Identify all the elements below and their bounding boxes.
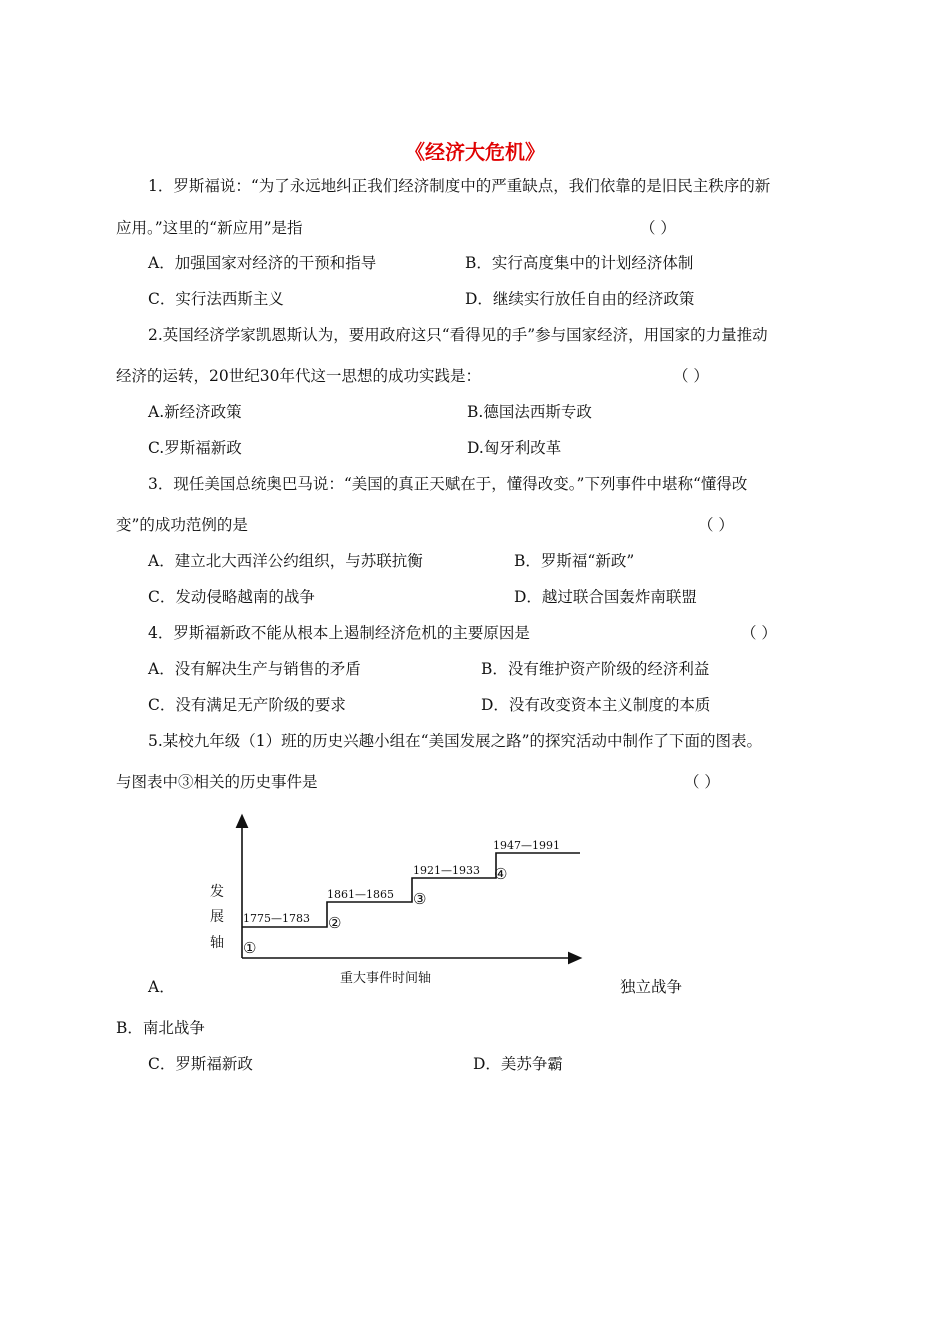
answer-blank-4: （ ） xyxy=(741,624,777,642)
answer-blank-3: （ ） xyxy=(698,516,734,534)
question-1-line-2: 应用。”这里的“新应用”是指 xyxy=(116,219,303,237)
period-label-2: 1861—1865 xyxy=(327,888,394,901)
option-1a: A．加强国家对经济的干预和指导 xyxy=(148,254,377,272)
question-5-line-2: 与图表中③相关的历史事件是 xyxy=(116,773,318,791)
answer-blank-1: （ ） xyxy=(640,219,676,237)
option-4c: C．没有满足无产阶级的要求 xyxy=(148,696,346,714)
option-3b: B．罗斯福“新政” xyxy=(514,552,635,570)
option-1c: C．实行法西斯主义 xyxy=(148,290,284,308)
option-3c: C．发动侵略越南的战争 xyxy=(148,588,315,606)
development-diagram xyxy=(200,810,600,990)
question-5-line-1: 5.某校九年级（1）班的历史兴趣小组在“美国发展之路”的探究活动中制作了下面的图表。 xyxy=(148,732,763,750)
option-2a: A.新经济政策 xyxy=(148,403,242,421)
question-3-line-1: 3．现任美国总统奥巴马说：“美国的真正天赋在于，懂得改变。”下列事件中堪称“懂得改 xyxy=(148,475,748,493)
period-label-4: 1947—1991 xyxy=(493,839,560,852)
answer-blank-5: （ ） xyxy=(684,773,720,791)
period-label-3: 1921—1933 xyxy=(413,864,480,877)
question-2-line-1: 2.英国经济学家凯恩斯认为，要用政府这只“看得见的手”参与国家经济，用国家的力量推动 xyxy=(148,326,768,344)
option-1b: B．实行高度集中的计划经济体制 xyxy=(465,254,694,272)
option-2d: D.匈牙利改革 xyxy=(467,439,562,457)
page-title: 《经济大危机》 xyxy=(405,140,545,164)
option-5d: D．美苏争霸 xyxy=(473,1055,563,1073)
marker-2: ② xyxy=(328,914,342,932)
option-3a: A．建立北大西洋公约组织，与苏联抗衡 xyxy=(148,552,423,570)
answer-blank-2: （ ） xyxy=(673,367,709,385)
y-label-3: 轴 xyxy=(210,935,224,951)
option-5c: C．罗斯福新政 xyxy=(148,1055,253,1073)
option-4d: D．没有改变资本主义制度的本质 xyxy=(481,696,711,714)
x-label: 重大事件时间轴 xyxy=(340,971,432,986)
option-5a-text: 独立战争 xyxy=(620,978,683,996)
y-label-1: 发 xyxy=(210,884,224,900)
marker-1: ① xyxy=(243,939,257,957)
option-5a: A． xyxy=(148,978,175,996)
question-2-line-2: 经济的运转，20世纪30年代这一思想的成功实践是： xyxy=(116,367,481,385)
option-4b: B．没有维护资产阶级的经济利益 xyxy=(481,660,710,678)
period-label-1: 1775—1783 xyxy=(243,912,310,925)
marker-3: ③ xyxy=(413,890,427,908)
question-1-line-1: 1．罗斯福说：“为了永远地纠正我们经济制度中的严重缺点，我们依靠的是旧民主秩序的新 xyxy=(148,177,771,195)
option-3d: D．越过联合国轰炸南联盟 xyxy=(514,588,697,606)
option-4a: A．没有解决生产与销售的矛盾 xyxy=(148,660,361,678)
marker-4: ④ xyxy=(494,865,508,883)
question-3-line-2: 变”的成功范例的是 xyxy=(116,516,248,534)
option-2c: C.罗斯福新政 xyxy=(148,439,242,457)
option-1d: D．继续实行放任自由的经济政策 xyxy=(465,290,695,308)
option-5b: B．南北战争 xyxy=(116,1019,205,1037)
y-label-2: 展 xyxy=(210,909,224,925)
question-4-line-1: 4．罗斯福新政不能从根本上遏制经济危机的主要原因是 xyxy=(148,624,530,642)
option-2b: B.德国法西斯专政 xyxy=(467,403,592,421)
